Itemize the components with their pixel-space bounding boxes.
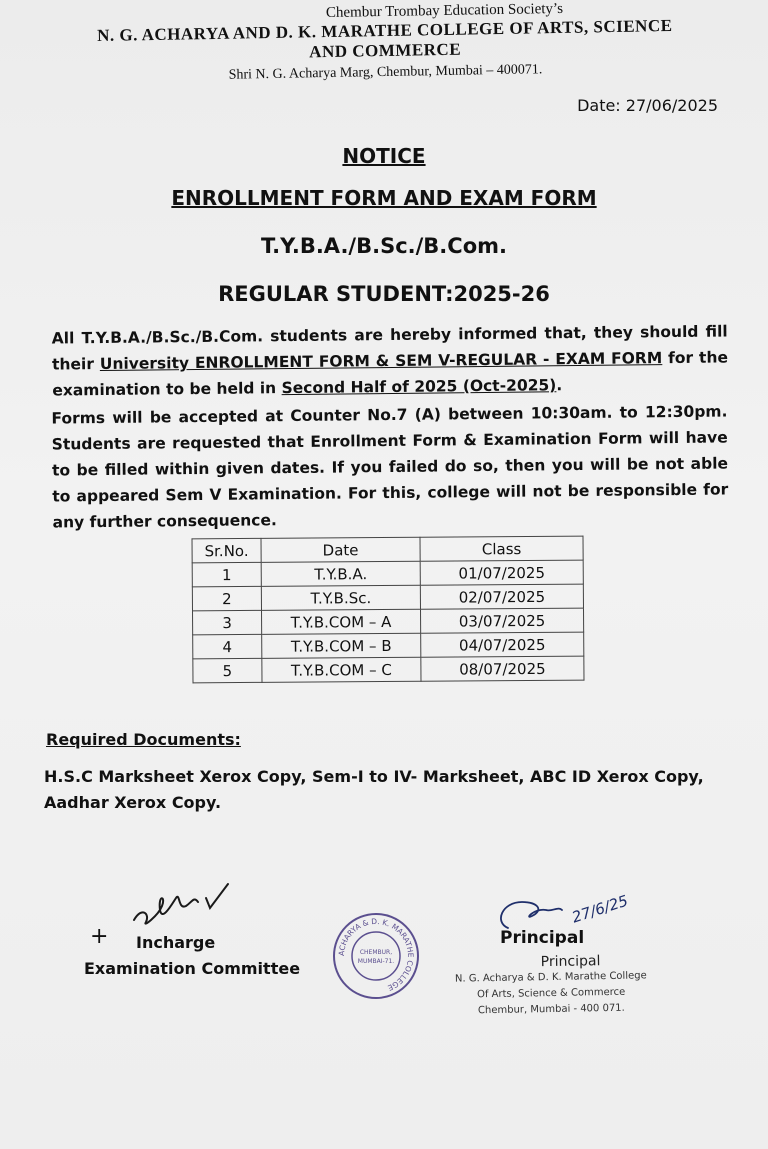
cell-class: 04/07/2025: [421, 632, 584, 657]
required-documents-list: H.S.C Marksheet Xerox Copy, Sem-I to IV- Marksheet, ABC ID Xerox Copy, Aadhar Xerox Copy.: [44, 767, 704, 812]
exam-period: Second Half of 2025 (Oct-2025): [281, 376, 557, 398]
principal-stamp-line3: Chembur, Mumbai - 400 071.: [477, 1002, 625, 1017]
table-row: [192, 584, 583, 611]
table-row: [193, 608, 584, 635]
college-seal: [332, 912, 420, 1000]
cell-date: T.Y.B.COM – B: [262, 633, 421, 658]
table-row: [193, 632, 584, 659]
cell-class: 02/07/2025: [420, 584, 583, 609]
notice-classes: T.Y.B.A./B.Sc./B.Com.: [261, 234, 507, 258]
intro-text: All T.Y.B.A./B.Sc./B.Com. students are hereby informed that, they should fill their: [51, 322, 728, 374]
principal-stamp-line2: Of Arts, Science & Commerce: [476, 986, 626, 1001]
table-row: [193, 656, 584, 683]
letterhead: [59, 0, 710, 87]
incharge-committee: Examination Committee: [84, 959, 301, 978]
principal-stamp-line1: N. G. Acharya & D. K. Marathe College: [454, 970, 647, 985]
table-header-row: [192, 536, 583, 563]
college-name-line2: AND COMMERCE: [309, 39, 462, 62]
incharge-block: [84, 924, 301, 982]
seal-center-line1: CHEMBUR,: [359, 949, 393, 956]
seal-center-line2: MUMBAI-71.: [357, 958, 395, 965]
paragraph-intro: [52, 318, 729, 403]
cell-class: 03/07/2025: [420, 608, 583, 633]
notice-regular: REGULAR STUDENT:2025-26: [218, 282, 550, 306]
table-row: [192, 560, 583, 587]
cell-class: 08/07/2025: [421, 656, 584, 681]
incharge-signature: [128, 876, 248, 936]
cell-srno: 1: [192, 562, 261, 586]
paragraph-instructions: Forms will be accepted at Counter No.7 (A) between 10:30am. to 12:30pm. Students are requested that Enrollment Form & Examination Form will have to be filled within given dates. If you failed do so, then you will be not able to appeared Sem V Examination. For this, college will not be responsible for any further consequence.: [51, 402, 729, 532]
required-documents-title: Required Documents:: [46, 730, 241, 749]
cell-date: T.Y.B.COM – C: [262, 657, 421, 682]
header-date: Date: [261, 537, 420, 562]
notice-heading: NOTICE: [342, 144, 426, 168]
for-the-text: for the examination to be held in: [52, 348, 729, 400]
header-srno: Sr.No.: [192, 538, 261, 562]
notice-subject: ENROLLMENT FORM AND EXAM FORM: [171, 186, 597, 210]
cell-date: T.Y.B.Sc.: [261, 585, 420, 610]
incharge-mark: +: [90, 924, 109, 949]
forms-text: University ENROLLMENT FORM & SEM V-REGULAR - EXAM FORM: [99, 349, 663, 374]
cell-srno: 5: [193, 658, 262, 682]
seal-ring-text: ACHARYA & D. K. MARATHE COLLEGE: [336, 916, 416, 993]
cell-class: 01/07/2025: [420, 560, 583, 585]
principal-sign-date: 27/6/25: [569, 891, 631, 927]
principal-stamp: [445, 952, 656, 1020]
header-class: Class: [420, 536, 583, 561]
period-end: .: [556, 376, 563, 395]
society-name: Chembur Trombay Education Society’s: [325, 0, 564, 22]
cell-srno: 4: [193, 634, 262, 658]
incharge-title: Incharge: [136, 933, 216, 952]
schedule-table: [191, 536, 584, 684]
principal-label: Principal: [500, 928, 585, 948]
cell-date: T.Y.B.A.: [261, 561, 420, 586]
principal-stamp-title: Principal: [540, 953, 601, 971]
cell-srno: 3: [193, 610, 262, 634]
college-address: Shri N. G. Acharya Marg, Chembur, Mumbai – 400071.: [228, 62, 543, 83]
cell-srno: 2: [192, 586, 261, 610]
cell-date: T.Y.B.COM – A: [262, 609, 421, 634]
college-name-line1: N. G. ACHARYA AND D. K. MARATHE COLLEGE OF ARTS, SCIENCE: [96, 15, 673, 46]
notice-date: Date: 27/06/2025: [577, 96, 718, 115]
